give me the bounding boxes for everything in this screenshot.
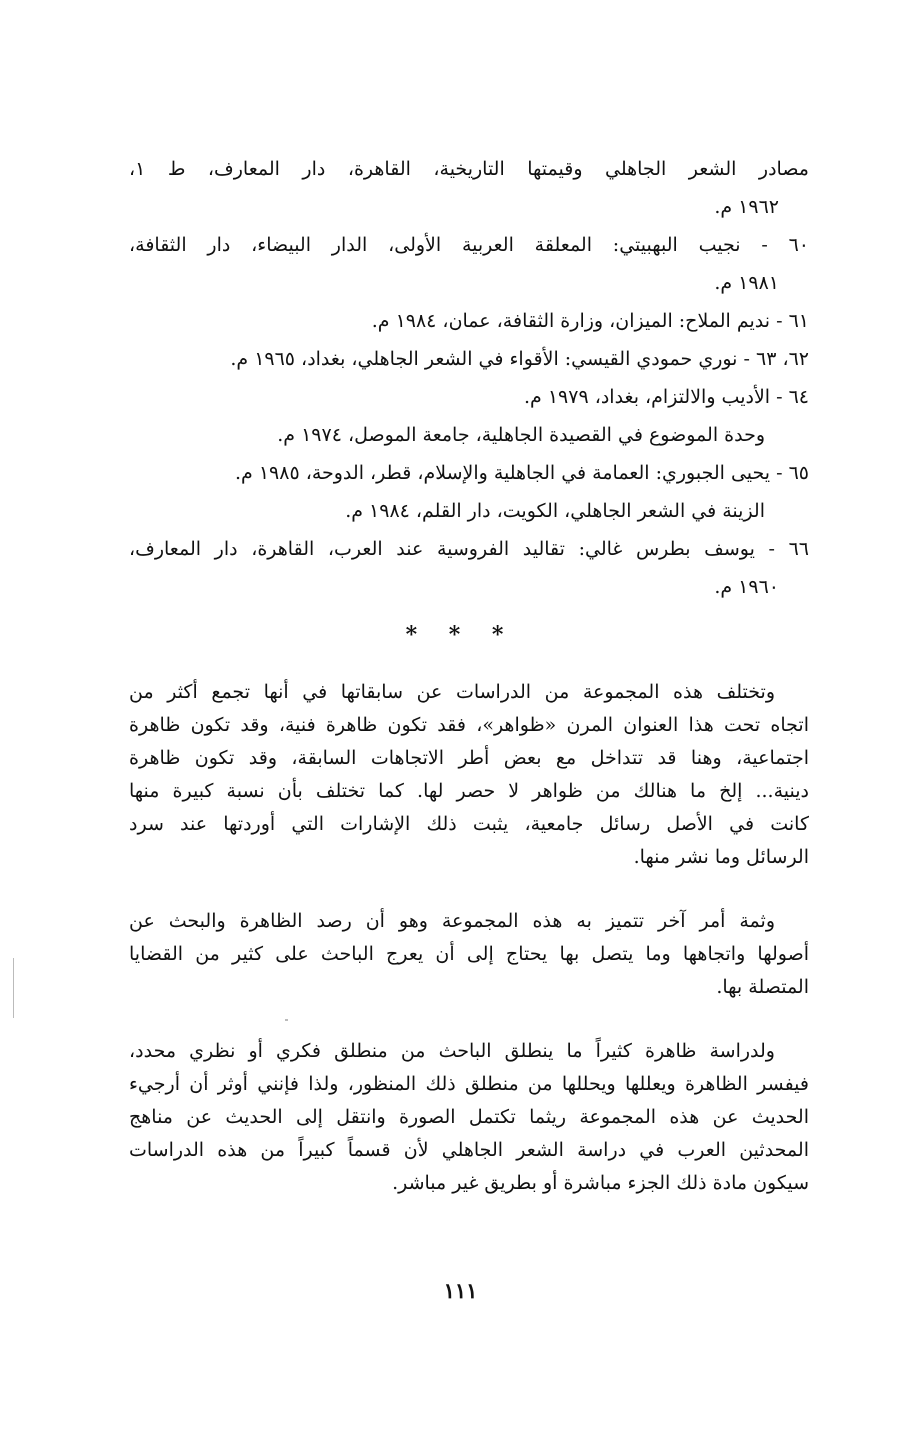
page-number: ١١١ (443, 1278, 478, 1303)
paragraph-gap (129, 1004, 809, 1035)
body-text (129, 676, 809, 1200)
paragraph-line: الرسائل وما نشر منها. (633, 846, 809, 868)
reference-line: ٦١ - نديم الملاح: الميزان، وزارة الثقافة، عمان، ١٩٨٤ م. (371, 310, 809, 332)
paragraph-line: المحدثين العرب في دراسة الشعر الجاهلي لأن قسماً كبيراً من هذه الدراسات (129, 1139, 809, 1161)
paragraph-line: دينية... إلخ ما هنالك من ظواهر لا حصر لها. كما تختلف بأن نسبة كبيرة منها (129, 780, 809, 802)
paragraph-line: اتجاه تحت هذا العنوان المرن «ظواهر»، فقد تكون ظاهرة فنية، وقد تكون ظاهرة (129, 714, 809, 736)
reference-line: الزينة في الشعر الجاهلي، الكويت، دار القلم، ١٩٨٤ م. (345, 500, 765, 522)
paragraph (129, 1035, 809, 1200)
reference-line: ١٩٨١ م. (714, 272, 779, 294)
paragraph-line: المتصلة بها. (716, 976, 809, 998)
paragraph-line: اجتماعية، وهنا قد تتداخل مع بعض أطر الاتجاهات السابقة، وقد تكون ظاهرة (129, 747, 809, 769)
paragraph (129, 676, 809, 874)
bibliography-list (129, 150, 809, 606)
reference-line: ٦٤ - الأديب والالتزام، بغداد، ١٩٧٩ م. (523, 386, 809, 408)
reference-line: ١٩٦٠ م. (714, 576, 779, 598)
paragraph-line: ولدراسة ظاهرة كثيراً ما ينطلق الباحث من منطلق فكري أو نظري محدد، (129, 1040, 775, 1062)
paragraph-line: وتختلف هذه المجموعة من الدراسات عن سابقاتها في أنها تجمع أكثر من (129, 681, 775, 703)
scan-speck (13, 958, 14, 1018)
paragraph (129, 905, 809, 1004)
reference-line: ٦٠ - نجيب البهبيتي: المعلقة العربية الأولى، الدار البيضاء، دار الثقافة، (129, 234, 809, 256)
paragraph-line: سيكون مادة ذلك الجزء مباشرة أو بطريق غير مباشر. (392, 1172, 809, 1194)
paragraph-line: الحديث عن هذه المجموعة ريثما تكتمل الصورة وانتقل إلى الحديث عن مناهج (129, 1106, 809, 1128)
section-separator: * * * (405, 622, 516, 648)
reference-line: ٦٥ - يحيى الجبوري: العمامة في الجاهلية والإسلام، قطر، الدوحة، ١٩٨٥ م. (234, 462, 809, 484)
paragraph-line: وثمة أمر آخر تتميز به هذه المجموعة وهو أن رصد الظاهرة والبحث عن (129, 910, 775, 932)
reference-line: وحدة الموضوع في القصيدة الجاهلية، جامعة الموصل، ١٩٧٤ م. (277, 424, 765, 446)
reference-line: ١٩٦٢ م. (714, 196, 779, 218)
paragraph-gap (129, 874, 809, 905)
paragraph-line: كانت في الأصل رسائل جامعية، يثبت ذلك الإشارات التي أوردتها عند سرد (129, 813, 809, 835)
reference-line: ٦٦ - يوسف بطرس غالي: تقاليد الفروسية عند العرب، القاهرة، دار المعارف، (129, 538, 809, 560)
paragraph-line: فيفسر الظاهرة ويعللها ويحللها من منطلق ذلك المنظور، ولذا فإنني أوثر أن أرجيء (129, 1073, 809, 1095)
reference-line: ٦٢، ٦٣ - نوري حمودي القيسي: الأقواء في الشعر الجاهلي، بغداد، ١٩٦٥ م. (230, 348, 809, 370)
scan-speck (285, 1019, 288, 1021)
paragraph-line: أصولها واتجاهها وما يتصل بها يحتاج إلى أن يعرج الباحث على كثير من القضايا (129, 943, 809, 965)
reference-line: مصادر الشعر الجاهلي وقيمتها التاريخية، القاهرة، دار المعارف، ط ١، (129, 158, 809, 180)
